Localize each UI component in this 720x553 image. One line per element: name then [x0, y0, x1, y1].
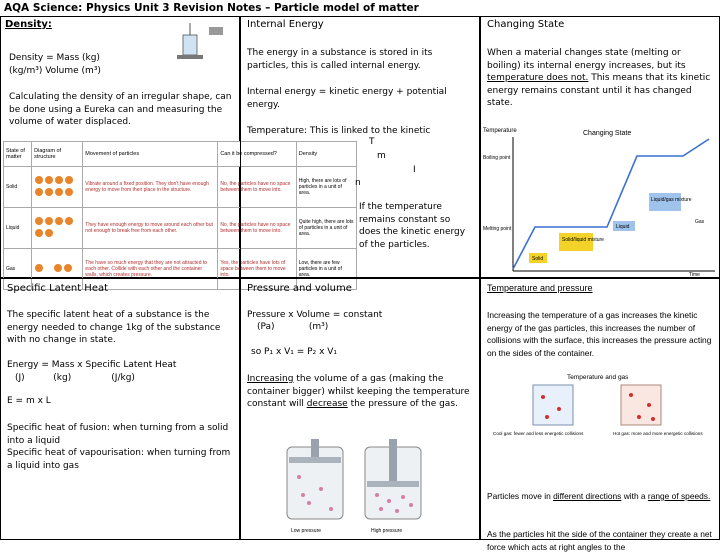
density-irregular-text: Calculating the density of an irregular shape, can be done using a Eureka can and measuring the volume of water displaced.	[9, 92, 232, 127]
temperature-pressure-p3: As the particles hit the side of the container they create a net force which acts at right angles to the	[487, 529, 712, 552]
internal-energy-p1: The energy in a substance is stored in its particles, this is called internal energy.	[247, 48, 433, 71]
latent-heat-equation: Energy = Mass x Specific Latent Heat	[7, 360, 177, 370]
graph-title: Changing State	[583, 130, 632, 137]
row-state: Liquid	[4, 208, 32, 249]
latent-heat-symbol-equation: E = m x L	[7, 396, 51, 406]
temperature-gas-title: Temperature and gas	[567, 374, 629, 381]
graph-xlabel: Time	[689, 272, 700, 278]
fragment-m: m	[377, 151, 386, 161]
latent-heat-units: (J) (kg) (J/kg)	[15, 373, 135, 383]
col-state: State of matter	[4, 142, 32, 167]
row-movement: The have so much energy that they are not attracted to each other. Collide with each other and the container walls, which creates pressure.	[83, 249, 218, 290]
latent-heat-fusion: Specific heat of fusion: when turning from a solid into a liquid	[7, 423, 229, 446]
fragment-n: n	[355, 178, 361, 188]
row-movement: Vibrate around a fixed position. They don't have enough energy to move from their place in the structure.	[83, 167, 218, 208]
row-movement: They have enough energy to move around each other but not enough to break free from each other.	[83, 208, 218, 249]
cool-gas-label: Cool gas: fewer and less energetic collisions	[493, 431, 584, 436]
internal-energy-p3: Temperature: This is linked to the kinetic	[247, 126, 431, 136]
density-formula-top: Density = Mass (kg)	[9, 53, 100, 63]
changing-state-graph	[483, 123, 719, 277]
badge-liquid-label: Liquid	[616, 224, 630, 230]
changing-state-heading: Changing State	[487, 19, 565, 30]
hot-gas-label: Hot gas: more and more energetic collisions	[613, 431, 703, 436]
revision-grid	[0, 16, 720, 552]
row-compress: No, the particles have no space between them to move into.	[218, 167, 296, 208]
pressure-volume-units: (Pa) (m³)	[257, 322, 329, 332]
density-heading: Density:	[5, 19, 52, 30]
row-state: Solid	[4, 167, 32, 208]
liquid-diagram	[32, 208, 83, 249]
label-melting: Melting point	[483, 226, 512, 232]
row-state: Gas	[4, 249, 32, 290]
row-density: Quite high, there are lots of particles in a unit of area.	[296, 208, 356, 249]
internal-energy-p2: Internal energy = kinetic energy + potential energy.	[247, 87, 447, 110]
label-high-pressure: High pressure	[371, 528, 403, 534]
pressure-volume-text: Increasing the volume of a gas (making the container bigger) whilst keeping the temperature constant will decrease the pressure of the gas.	[247, 374, 470, 409]
temperature-pressure-section	[480, 278, 720, 552]
row-compress: Yes, the particles have lots of space between them to move into.	[218, 249, 296, 290]
page-title: AQA Science: Physics Unit 3 Revision Notes – Particle model of matter	[4, 2, 419, 14]
internal-energy-section	[240, 16, 480, 278]
temperature-pressure-p2: Particles move in different directions with a range of speeds.	[487, 491, 711, 501]
badge-solid-liquid-label: Solid/liquid mixture	[562, 237, 604, 243]
badge-liquid-gas-label: Liquid/gas mixture	[651, 197, 692, 203]
pressure-volume-equation-2: so P₁ x V₁ = P₂ x V₁	[251, 347, 338, 357]
temperature-pressure-p1: Increasing the temperature of a gas increases the kinetic energy of the gas particles, this increases the number of collisions with the surface, this increases the pressure acting on the sides of the container.	[487, 310, 712, 358]
density-apparatus-image	[171, 21, 233, 61]
row-density: Low, there are few particles in a unit of area.	[296, 249, 356, 290]
badge-solid-label: Solid	[532, 256, 544, 262]
col-density: Density	[296, 142, 356, 167]
row-density: High, there are lots of particles in a unit of area.	[296, 167, 356, 208]
piston-cylinders-image	[281, 437, 431, 537]
label-low-pressure: Low pressure	[291, 528, 322, 534]
latent-heat-vapourisation: Specific heat of vapourisation: when turning from a liquid into gas	[7, 448, 231, 471]
changing-state-section	[480, 16, 720, 278]
solid-diagram	[32, 167, 83, 208]
pressure-volume-heading: Pressure and volume	[247, 283, 352, 294]
density-formula-units: (kg/m³) Volume (m³)	[9, 66, 101, 76]
internal-energy-p4: If the temperature remains constant so does the kinetic energy of the particles.	[359, 202, 466, 250]
label-boiling: Boiling point	[483, 155, 511, 161]
temperature-pressure-heading: Temperature and pressure	[487, 283, 593, 293]
fragment-i: I	[413, 165, 416, 175]
graph-ylabel: Temperature	[483, 128, 517, 134]
latent-heat-definition: The specific latent heat of a substance is the energy needed to change 1kg of the substance with no change in state.	[7, 310, 221, 345]
col-movement: Movement of particles	[83, 142, 218, 167]
pressure-volume-equation: Pressure x Volume = constant	[247, 310, 383, 320]
row-compress: No, the particles have no space between them to move into.	[218, 208, 296, 249]
latent-heat-heading: Specific Latent Heat	[7, 283, 109, 294]
changing-state-text: When a material changes state (melting or boiling) its internal energy increases, but its temperature does not. This means that its kinetic energy remains constant until it has changed state.	[487, 48, 711, 108]
temperature-gas-image	[489, 369, 713, 453]
internal-energy-heading: Internal Energy	[247, 19, 324, 30]
latent-heat-section	[0, 278, 240, 540]
badge-gas-label: Gas	[695, 219, 705, 225]
col-compress: Can it be compressed?	[218, 142, 296, 167]
pressure-volume-section	[240, 278, 480, 540]
col-diagram: Diagram of structure	[32, 142, 83, 167]
fragment-t: T	[369, 137, 375, 147]
